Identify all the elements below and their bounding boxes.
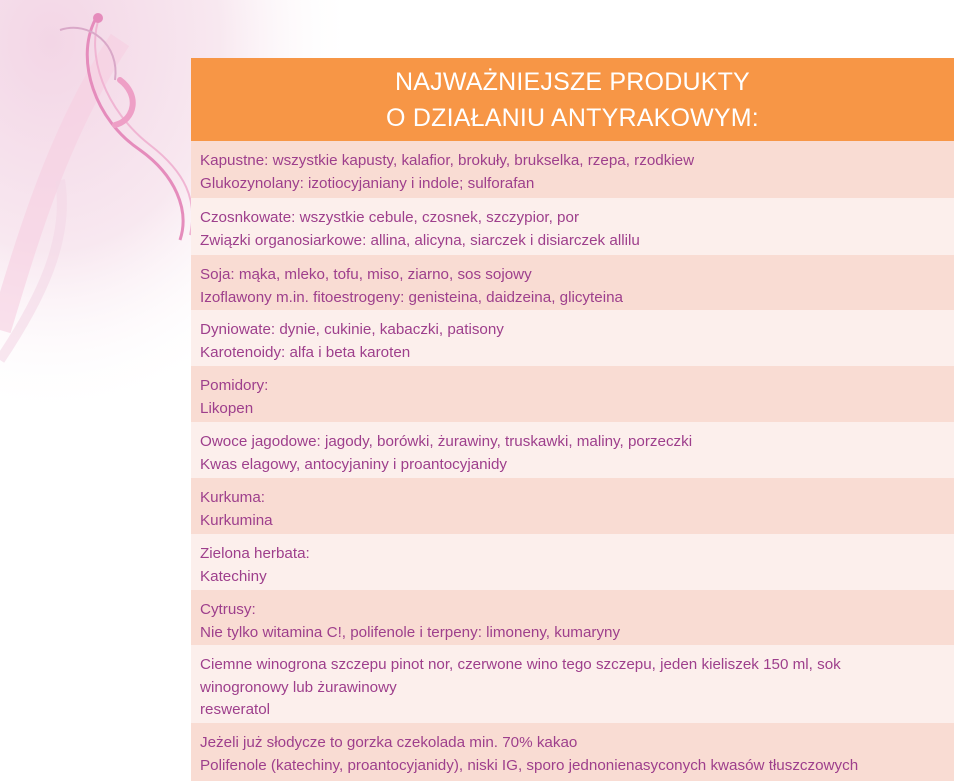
table-row-ciemne-winogrona <box>191 645 954 723</box>
table-row-owoce-jagodowe <box>191 422 954 478</box>
table-row-dyniowate <box>191 310 954 366</box>
row-text: Dyniowate: dynie, cukinie, kabaczki, patisony <box>200 321 504 338</box>
row-text: Polifenole (katechiny, proantocyjanidy), niski IG, sporo jednonienasyconych kwasów tłuszczowych <box>200 756 859 774</box>
row-text: Jeżeli już słodycze to gorzka czekolada min. 70% kakao <box>200 734 578 751</box>
slide-title-line-1: NAJWAŻNIEJSZE PRODUKTY <box>395 67 750 96</box>
row-text: Cytrusy: <box>200 601 256 618</box>
table-row-cytrusy <box>191 590 954 645</box>
table-row-soja <box>191 255 954 310</box>
slide-title-line-2: O DZIAŁANIU ANTYRAKOWYM: <box>386 103 759 132</box>
table-row-pomidory <box>191 366 954 422</box>
row-text: Pomidory: <box>200 377 269 394</box>
row-text: Owoce jagodowe: jagody, borówki, żurawiny, truskawki, maliny, porzeczki <box>200 433 693 450</box>
row-text: Karotenoidy: alfa i beta karoten <box>200 343 411 361</box>
row-text: Kurkumina <box>200 511 273 529</box>
table-row-czekolada <box>191 723 954 781</box>
table-row-kapustne <box>191 141 954 198</box>
row-text: resweratol <box>200 701 271 718</box>
slide-title-banner <box>191 58 954 141</box>
row-text: Związki organosiarkowe: allina, alicyna, siarczek i disiarczek allilu <box>200 231 640 249</box>
row-text: Kapustne: wszystkie kapusty, kalafior, brokuły, brukselka, rzepa, rzodkiew <box>200 152 695 169</box>
table-row-zielona-herbata <box>191 534 954 590</box>
row-text: Likopen <box>200 399 254 417</box>
row-text: Kurkuma: <box>200 489 265 506</box>
table-row-czosnkowate <box>191 198 954 255</box>
row-text: Czosnkowate: wszystkie cebule, czosnek, szczypior, por <box>200 209 579 226</box>
table-row-kurkuma <box>191 478 954 534</box>
row-text: Izoflawony m.in. fitoestrogeny: genisteina, daidzeina, glicyteina <box>200 288 623 306</box>
row-text: winogronowy lub żurawinowy <box>200 678 397 696</box>
row-text: Kwas elagowy, antocyjaniny i proantocyjanidy <box>200 455 508 473</box>
product-table <box>191 141 954 781</box>
row-text: Nie tylko witamina C!, polifenole i terpeny: limoneny, kumaryny <box>200 623 621 641</box>
row-text: Zielona herbata: <box>200 545 310 562</box>
row-text: Katechiny <box>200 567 267 585</box>
row-text: Soja: mąka, mleko, tofu, miso, ziarno, sos sojowy <box>200 266 532 283</box>
row-text: Ciemne winogrona szczepu pinot nor, czerwone wino tego szczepu, jeden kieliszek 150 ml, sok <box>200 656 841 673</box>
row-text: Glukozynolany: izotiocyjaniany i indole; sulforafan <box>200 174 535 192</box>
